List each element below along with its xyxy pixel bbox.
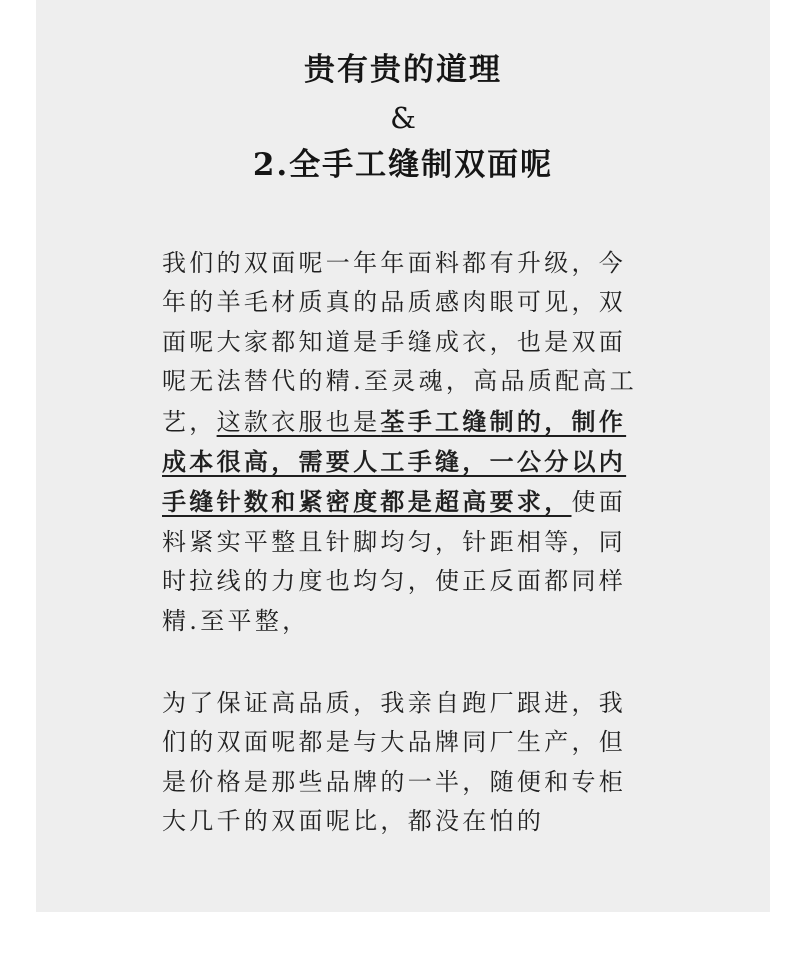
paragraph-1-intro: 我们的双面呢一年年面料都有升级，今年的羊毛材质真的品质感肉眼可见，双面呢大家都知道是手缝成衣，也是双面呢无法替代的精.至灵魂，高品质配高工艺， — [162, 249, 638, 436]
heading-title: 贵有贵的道理 — [304, 52, 502, 88]
body-paragraph-1 — [162, 244, 648, 641]
heading-ampersand: & — [390, 101, 416, 135]
paragraph-1-rest: 使面料紧实平整且针脚均匀，针距相等，同时拉线的力度也均匀，使正反面都同样精.至平整， — [162, 488, 627, 635]
content-panel — [36, 0, 770, 912]
body-paragraph-2: 为了保证高品质，我亲自跑厂跟进，我们的双面呢都是与大品牌同厂生产，但是价格是那些品牌的一半，随便和专柜大几千的双面呢比，都没在怕的 — [162, 689, 627, 836]
paragraph-1-underlined-lead: 这款衣服也是 — [216, 407, 381, 436]
paragraph-1-emphasis: 荃手工缝制的，制作成本很高，需要人工手缝，一公分以内手缝针数和紧密度都是超高要求， — [162, 406, 627, 517]
heading-subtitle: 2.全手工缝制双面呢 — [252, 147, 554, 183]
